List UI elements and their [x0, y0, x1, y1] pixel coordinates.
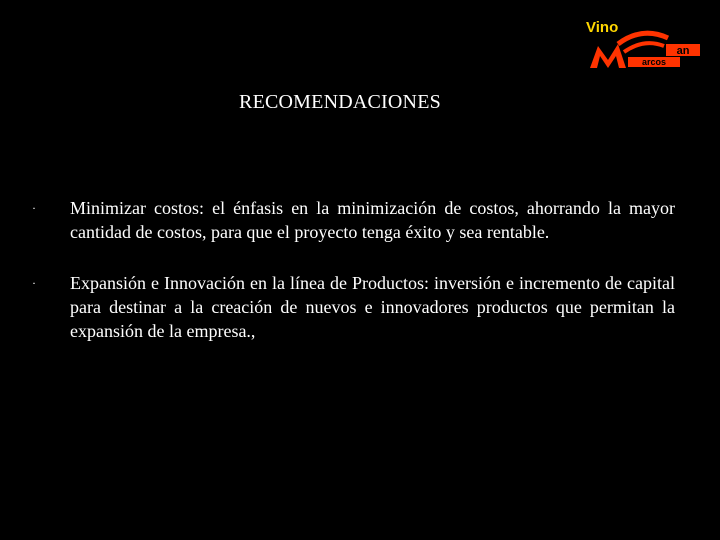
logo-suffix-top: an: [676, 45, 690, 57]
bullet-item: [30, 271, 675, 343]
bullet-list: [30, 196, 675, 370]
bullet-dot-icon: ·: [32, 276, 36, 290]
bullet-text: Minimizar costos: el énfasis en la minimización de costos, ahorrando la mayor cantidad de costos, para que el proyecto tenga éxito y sea rentable.: [70, 198, 675, 242]
logo-graphic: [584, 14, 704, 74]
logo-m-shape: [590, 44, 626, 68]
slide-title: RECOMENDACIONES: [239, 91, 441, 113]
logo-swoosh-inner: [624, 43, 664, 52]
logo-top-word: Vino: [586, 19, 619, 36]
bullet-dot-icon: ·: [32, 201, 36, 215]
bullet-item: [30, 196, 675, 244]
logo: [584, 14, 704, 74]
logo-suffix-bottom: arcos: [641, 57, 667, 67]
bullet-text: Expansión e Innovación en la línea de Productos: inversión e incremento de capital para destinar a la creación de nuevos e innovadores productos que permitan la expansión de la empresa.,: [70, 273, 675, 341]
